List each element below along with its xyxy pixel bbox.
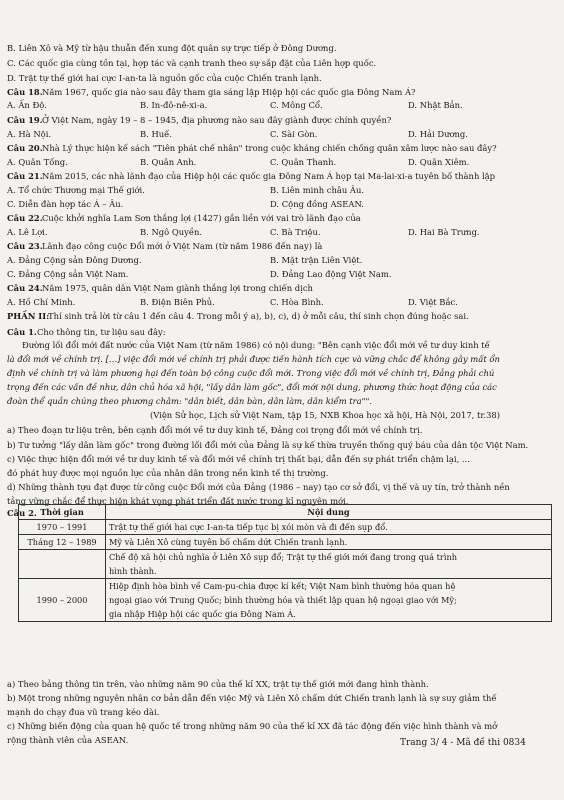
text-fragment: mạnh do chạy đua vũ trang kéo dài. <box>7 707 160 717</box>
text-fragment: A. Đảng Cộng sản Đông Dương. <box>7 255 142 265</box>
text-fragment: rộng thành viên của ASEAN. <box>7 735 129 745</box>
table-cell-content <box>106 535 552 550</box>
text-fragment: định về chính trị và làm phương hại đến toàn bộ công cuộc đổi mới. Trong việc đổi mới về chính trị, Đảng phải chú <box>7 368 495 378</box>
text-fragment: Lãnh đạo công cuộc Đổi mới ở Việt Nam (từ năm 1986 đến nay) là <box>42 241 323 251</box>
question-2-label: Câu 2. <box>7 508 37 518</box>
table-cell-line: Hiệp định hòa bình về Cam-pu-chia được kí kết; Việt Nam bình thường hóa quan hệ <box>109 581 456 591</box>
text-fragment: Câu 1. <box>7 327 37 337</box>
text-fragment: Câu 23. <box>7 241 43 251</box>
text-fragment: B. Liên minh châu Âu. <box>270 185 365 195</box>
text-fragment: là đổi mới về chính trị. […] việc đổi mới về chính trị phải được tiến hành tích cực và vững chắc để không gây mất ổn <box>7 354 500 364</box>
table-row <box>19 579 552 622</box>
text-fragment: A. Quân Tống. <box>7 157 68 167</box>
text-fragment: PHẦN II: <box>7 311 50 321</box>
table-cell-line: ngoại giao với Trung Quốc; bình thường hóa và thiết lập quan hệ ngoại giao với Mỹ; <box>109 595 457 605</box>
text-fragment: C. Bà Triệu. <box>270 227 321 237</box>
text-line <box>0 97 564 113</box>
text-line <box>0 407 564 423</box>
text-fragment: Câu 21. <box>7 171 43 181</box>
text-fragment: D. Trật tự thế giới hai cực I-an-ta là nguồn gốc của cuộc Chiến tranh lạnh. <box>7 73 322 83</box>
text-fragment: a) Theo đoạn tư liệu trên, bên cạnh đổi mới về tư duy kinh tế, Đảng coi trọng đổi mới về chính trị. <box>7 425 423 435</box>
text-fragment: B. Quân Anh. <box>140 157 197 167</box>
table-cell-time: 1970 – 1991 <box>19 520 106 535</box>
text-line <box>0 422 564 438</box>
text-fragment: C. Hòa Bình. <box>270 297 324 307</box>
text-fragment: C. Đảng Cộng sản Việt Nam. <box>7 269 129 279</box>
text-fragment: D. Quân Xiêm. <box>408 157 470 167</box>
table-cell-content <box>106 520 552 535</box>
table-cell-line: Mỹ và Liên Xô cùng tuyên bố chấm dứt Chiến tranh lạnh. <box>109 537 348 547</box>
table-cell-time <box>19 550 106 579</box>
text-fragment: Câu 20. <box>7 143 43 153</box>
text-fragment: B. Điện Biên Phủ. <box>140 297 215 307</box>
text-fragment: Cuộc khởi nghĩa Lam Sơn thắng lợi (1427) gắn liền với vai trò lãnh đạo của <box>42 213 361 223</box>
table-row <box>19 550 552 579</box>
text-fragment: B. Ngô Quyền. <box>140 227 203 237</box>
text-fragment: trọng đến các vấn đề như, dân chủ hóa xã hội, "lấy dân làm gốc", đổi mới nội dung, phương thức hoạt động của các <box>7 382 497 392</box>
text-fragment: b) Tư tưởng "lấy dân làm gốc" trong đường lối đổi mới của Đảng là sự kế thừa truyền thống quý báu của dân tộc Việt Nam. <box>7 440 529 450</box>
text-fragment: đó phát huy được mọi nguồn lực của nhân dân trong nền kinh tế thị trường. <box>7 468 329 478</box>
text-fragment: A. Ấn Độ. <box>7 100 47 110</box>
text-line <box>0 55 564 71</box>
text-fragment: Thí sinh trả lời từ câu 1 đến câu 4. Trong mỗi ý a), b), c), d) ở mỗi câu, thí sinh chọn đúng hoặc sai. <box>48 311 469 321</box>
text-fragment: Năm 1975, quân dân Việt Nam giành thắng lợi trong chiến dịch <box>42 283 313 293</box>
text-fragment: C. Quân Thanh. <box>270 157 337 167</box>
text-fragment: Câu 24. <box>7 283 43 293</box>
text-fragment: D. Hai Bà Trưng. <box>408 227 480 237</box>
text-fragment: B. Liên Xô và Mỹ từ hậu thuẫn đến xung đột quân sự trực tiếp ở Đông Dương. <box>7 43 337 53</box>
text-fragment: C. Diễn đàn hợp tác Á – Âu. <box>7 199 124 209</box>
text-fragment: Câu 18. <box>7 87 43 97</box>
table-header-row <box>19 505 552 520</box>
text-fragment: tảng vững chắc để thực hiện khát vọng phát triển đất nước trong kỉ nguyên mới. <box>7 496 349 506</box>
text-fragment: B. Mặt trận Liên Việt. <box>270 255 363 265</box>
text-fragment: D. Cộng đồng ASEAN. <box>270 199 364 209</box>
text-fragment: Ở Việt Nam, ngày 19 – 8 – 1945, địa phương nào sau đây giành được chính quyền? <box>42 115 392 125</box>
text-fragment: d) Những thành tựu đạt được từ công cuộc Đổi mới của Đảng (1986 – nay) tạo cơ sở đổi, vị thế và uy tín, trở thành nền <box>7 482 510 492</box>
table-cell-content <box>106 550 552 579</box>
page-footer: Trang 3/ 4 - Mã đề thi 0834 <box>400 738 526 748</box>
text-fragment: B. In-đô-nê-xi-a. <box>140 100 208 110</box>
info-table <box>18 504 552 622</box>
table-cell-line: gia nhập Hiệp hội các quốc gia Đông Nam Á. <box>109 609 296 619</box>
table-header-time: Thời gian <box>19 505 106 520</box>
table-cell-content <box>106 579 552 622</box>
text-fragment: C. Mông Cổ. <box>270 100 323 110</box>
text-fragment: b) Một trong những nguyên nhân cơ bản dẫn đến việc Mỹ và Liên Xô chấm dứt Chiến tranh lạnh là sự suy giảm thế <box>7 693 497 703</box>
text-fragment: A. Hồ Chí Minh. <box>7 297 76 307</box>
text-fragment: A. Hà Nội. <box>7 129 52 139</box>
text-fragment: a) Theo bảng thông tin trên, vào những năm 90 của thế kỉ XX, trật tự thế giới mới đang hình thành. <box>7 679 429 689</box>
text-fragment: B. Huế. <box>140 129 172 139</box>
text-fragment: Câu 22. <box>7 213 43 223</box>
text-fragment: Năm 1967, quốc gia nào sau đây tham gia sáng lập Hiệp hội các quốc gia Đông Nam Á? <box>42 87 416 97</box>
text-fragment: C. Các quốc gia cùng tồn tại, hợp tác và cạnh tranh theo sự sắp đặt của Liên hợp quốc. <box>7 58 377 68</box>
text-fragment: Năm 2015, các nhà lãnh đạo của Hiệp hội các quốc gia Đông Nam Á họp tại Ma-lai-xi-a tuyên bố thành lập <box>42 171 496 181</box>
table-cell-line: Trật tự thế giới hai cực I-an-ta tiếp tục bị xói mòn và đi đến sụp đổ. <box>109 522 388 532</box>
text-fragment: A. Tổ chức Thương mại Thế giới. <box>7 185 145 195</box>
text-fragment: D. Đảng Lao động Việt Nam. <box>270 269 392 279</box>
table-row <box>19 520 552 535</box>
text-fragment: Nhà Lý thực hiện kế sách "Tiên phát chế nhân" trong cuộc kháng chiến chống quân xâm lược nào sau đây? <box>42 143 497 153</box>
text-fragment: Đường lối đổi mới đất nước của Việt Nam (từ năm 1986) có nội dung: "Bên cạnh việc đổi mới về tư duy kinh tế <box>22 340 490 350</box>
text-fragment: đoàn thể quần chúng theo phương châm: "dân biết, dân bàn, dân làm, dân kiểm tra"". <box>7 396 373 406</box>
table-row <box>19 535 552 550</box>
text-fragment: D. Việt Bắc. <box>408 297 458 307</box>
table-cell-time: 1990 – 2000 <box>19 579 106 622</box>
text-fragment: Câu 19. <box>7 115 43 125</box>
text-fragment: D. Nhật Bản. <box>408 100 463 110</box>
table-cell-line: hình thành. <box>109 566 157 576</box>
text-fragment: D. Hải Dương. <box>408 129 468 139</box>
table-header-content: Nội dung <box>106 505 552 520</box>
text-fragment: A. Lê Lợi. <box>7 227 48 237</box>
text-fragment: (Viện Sử học, Lịch sử Việt Nam, tập 15, NXB Khoa học xã hội, Hà Nội, 2017, tr.38) <box>150 410 501 420</box>
table-cell-time: Tháng 12 – 1989 <box>19 535 106 550</box>
table-cell-line: Chế độ xã hội chủ nghĩa ở Liên Xô sụp đổ; Trật tự thế giới mới đang trong quá trình <box>109 552 457 562</box>
text-line <box>0 308 564 324</box>
text-fragment: c) Việc thực hiện đổi mới về tư duy kinh tế và đổi mới về chính trị thất bại, dẫn đến sự phát triển chậm lại, ... <box>7 454 470 464</box>
text-fragment: c) Những biến động của quan hệ quốc tế trong những năm 90 của thế kỉ XX đã tác động đến việc hình thành và mở <box>7 721 498 731</box>
text-fragment: C. Sài Gòn. <box>270 129 318 139</box>
text-line <box>0 40 564 56</box>
text-fragment: Cho thông tin, tư liệu sau đây: <box>37 327 166 337</box>
